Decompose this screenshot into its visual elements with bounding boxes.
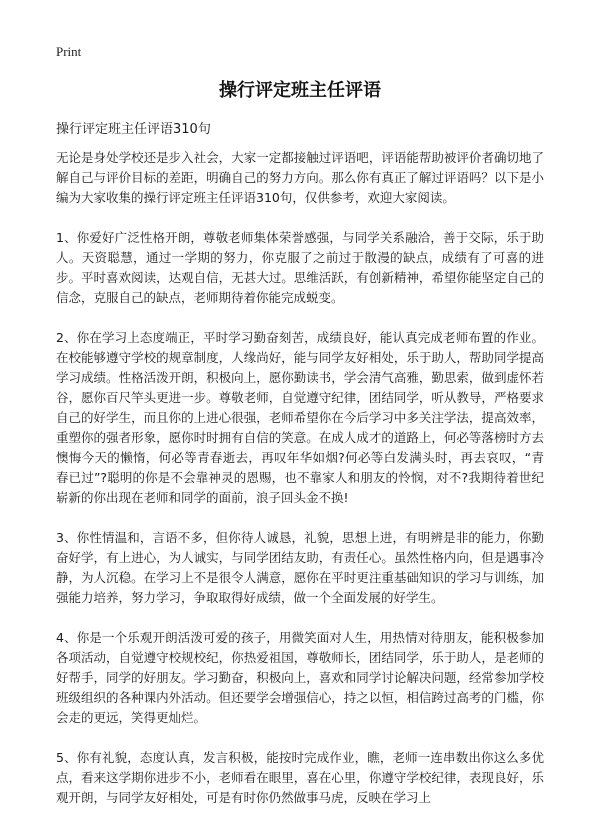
intro-paragraph: 无论是身处学校还是步入社会，大家一定都接触过评语吧，评语能帮助被评价者确切地了解自己与评价目标的差距，明确自己的努力方向。那么你有真正了解过评语吗？以下是小编为大家收集的操行评定班主任评语310句，仅供参考，欢迎大家阅读。 [56, 150, 544, 205]
comment-paragraph-2: 2、你在学习上态度端正，平时学习勤奋刻苦，成绩良好，能认真完成老师布置的作业。在校能够遵守学校的规章制度，人缘尚好，能与同学友好相处，乐于助人，帮助同学提高学习成绩。性格活泼开朗，积极向上，愿你勤读书，学会清气高雅，勤思索，做到虚怀若谷，愿你百尺竿头更进一步。尊敬老师，自觉遵守纪律，团结同学，听从教导，严格要求自己的好学生，而且你的上进心很强，老师希望你在今后学习中多关注学法，提高效率，重塑你的强者形象，愿你时时拥有自信的笑意。在成人成才的道路上，何必等落榜时方去懊悔今天的懒惰，何必等青春逝去，再叹年华如烟?何必等白发满头时，再去哀叹，“青春已过”?聪明的你是不会靠神灵的恩赐，也不靠家人和朋友的怜悯，对不?我期待着世纪崭新的你出现在老师和同学的面前，浪子回头金不换! [56, 330, 544, 505]
comment-paragraph-1: 1、你爱好广泛性格开朗，尊敬老师集体荣誉感强，与同学关系融洽，善于交际，乐于助人。天资聪慧，通过一学期的努力，你克服了之前过于散漫的缺点，成绩有了可喜的进步。平时喜欢阅读，达观自信，无甚大过。思维活跃，有创新精神，希望你能坚定自己的信念，克服自己的缺点，老师期待着你能完成蜕变。 [56, 230, 544, 305]
comment-paragraph-5: 5、你有礼貌，态度认真，发言积极，能按时完成作业，瞧，老师一连串数出你这么多优点，看来这学期你进步不小，老师看在眼里，喜在心里，你遵守学校纪律，表现良好，乐观开朗，与同学友好相处，可是有时你仍然做事马虎，反映在学习上 [56, 750, 544, 805]
document-body [56, 148, 544, 828]
comment-paragraph-3: 3、你性情温和，言语不多，但你待人诚恳，礼貌，思想上进，有明辨是非的能力，你勤奋好学，有上进心，为人诚实，与同学团结友助，有责任心。虽然性格内向，但是遇事冷静，为人沉稳。在学习上不是很令人满意，愿你在平时更注重基础知识的学习与训练，加强能力培养，努力学习，争取取得好成绩，做一个全面发展的好学生。 [56, 530, 544, 605]
print-link[interactable]: Print [56, 44, 82, 59]
document-subtitle: 操行评定班主任评语310句 [56, 122, 211, 137]
page-title: 操行评定班主任评语 [219, 80, 381, 101]
comment-paragraph-4: 4、你是一个乐观开朗活泼可爱的孩子，用微笑面对人生，用热情对待朋友，能积极参加各项活动，自觉遵守校规校纪，你热爱祖国，尊敬师长，团结同学，乐于助人，是老师的好帮手，同学的好朋友。学习勤奋，积极向上，喜欢和同学讨论解决问题，经常参加学校班级组织的各种课内外活动。但还要学会增强信心，持之以恒，相信跨过高考的门槛，你会走的更远，笑得更灿烂。 [56, 630, 544, 725]
